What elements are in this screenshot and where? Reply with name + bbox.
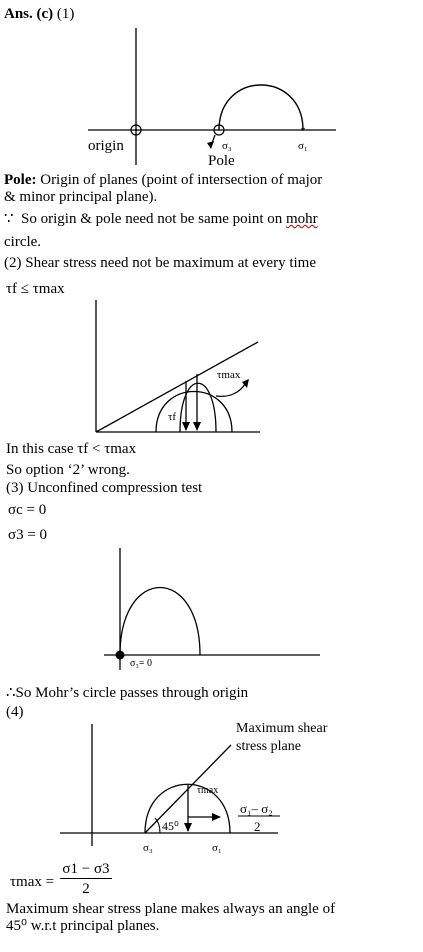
fig3-sigma3-label: σ₃= 0 [130, 658, 153, 669]
part-1-number: (1) [56, 6, 75, 22]
tau-f-label: τf [168, 411, 177, 423]
part-2-case: In this case τf < τmax [6, 441, 137, 457]
spell-flag-mohr: mohr [286, 211, 318, 227]
fraction-denominator: 2 [254, 819, 261, 834]
part-4-number: (4) [6, 704, 24, 720]
answer-label: Ans. (c) [4, 6, 54, 22]
tau-max-formula-numerator: σ1 − σ3 [60, 861, 112, 879]
part-2-line: (2) Shear stress need not be maximum at every time [4, 255, 316, 271]
tau-max-label: τmax [217, 369, 241, 381]
final-line-1: Maximum shear stress plane makes always an angle of [6, 901, 336, 917]
svg-text:*: * [300, 125, 306, 137]
plane-label-2: stress plane [236, 739, 301, 754]
pole-line-3: ∵ So origin & pole need not be same point on mohr [4, 211, 318, 227]
pole-line-4: circle. [4, 234, 42, 250]
angle-label: 45⁰ [162, 819, 179, 833]
origin-label: origin [88, 138, 124, 154]
fig4-sigma3-label: σ₃ [143, 842, 153, 854]
part-3-line: (3) Unconfined compression test [6, 480, 203, 496]
pole-line-2: & minor principal plane). [4, 189, 158, 205]
part-2-wrong: So option ‘2’ wrong. [6, 462, 130, 478]
tau-max-formula-lhs: τmax = [10, 874, 55, 890]
fig1-sigma1-label: σ₁ [298, 140, 308, 152]
pole-heading: Pole: [4, 172, 37, 188]
pole-line-1: Pole: Origin of planes (point of intersection of major [4, 172, 323, 188]
part-2-inequality: τf ≤ τmax [6, 281, 65, 297]
sigma-3-eq: σ3 = 0 [8, 527, 48, 543]
tau-max-formula-denominator: 2 [82, 881, 90, 897]
fraction-numerator: σ₁– σ₂ [240, 801, 273, 816]
part-3-conclusion: ∴So Mohr’s circle passes through origin [6, 685, 249, 701]
final-line-2: 45⁰ w.r.t principal planes. [6, 918, 160, 934]
pole-label: Pole [208, 153, 235, 169]
fig1-sigma3-label: σ₃ [222, 140, 232, 152]
fig4-sigma1-label: σ₁ [212, 842, 222, 854]
plane-label-1: Maximum shear [236, 721, 328, 736]
fig4-tau-max-label: τmax [197, 785, 219, 796]
sigma-c-eq: σc = 0 [8, 502, 47, 518]
